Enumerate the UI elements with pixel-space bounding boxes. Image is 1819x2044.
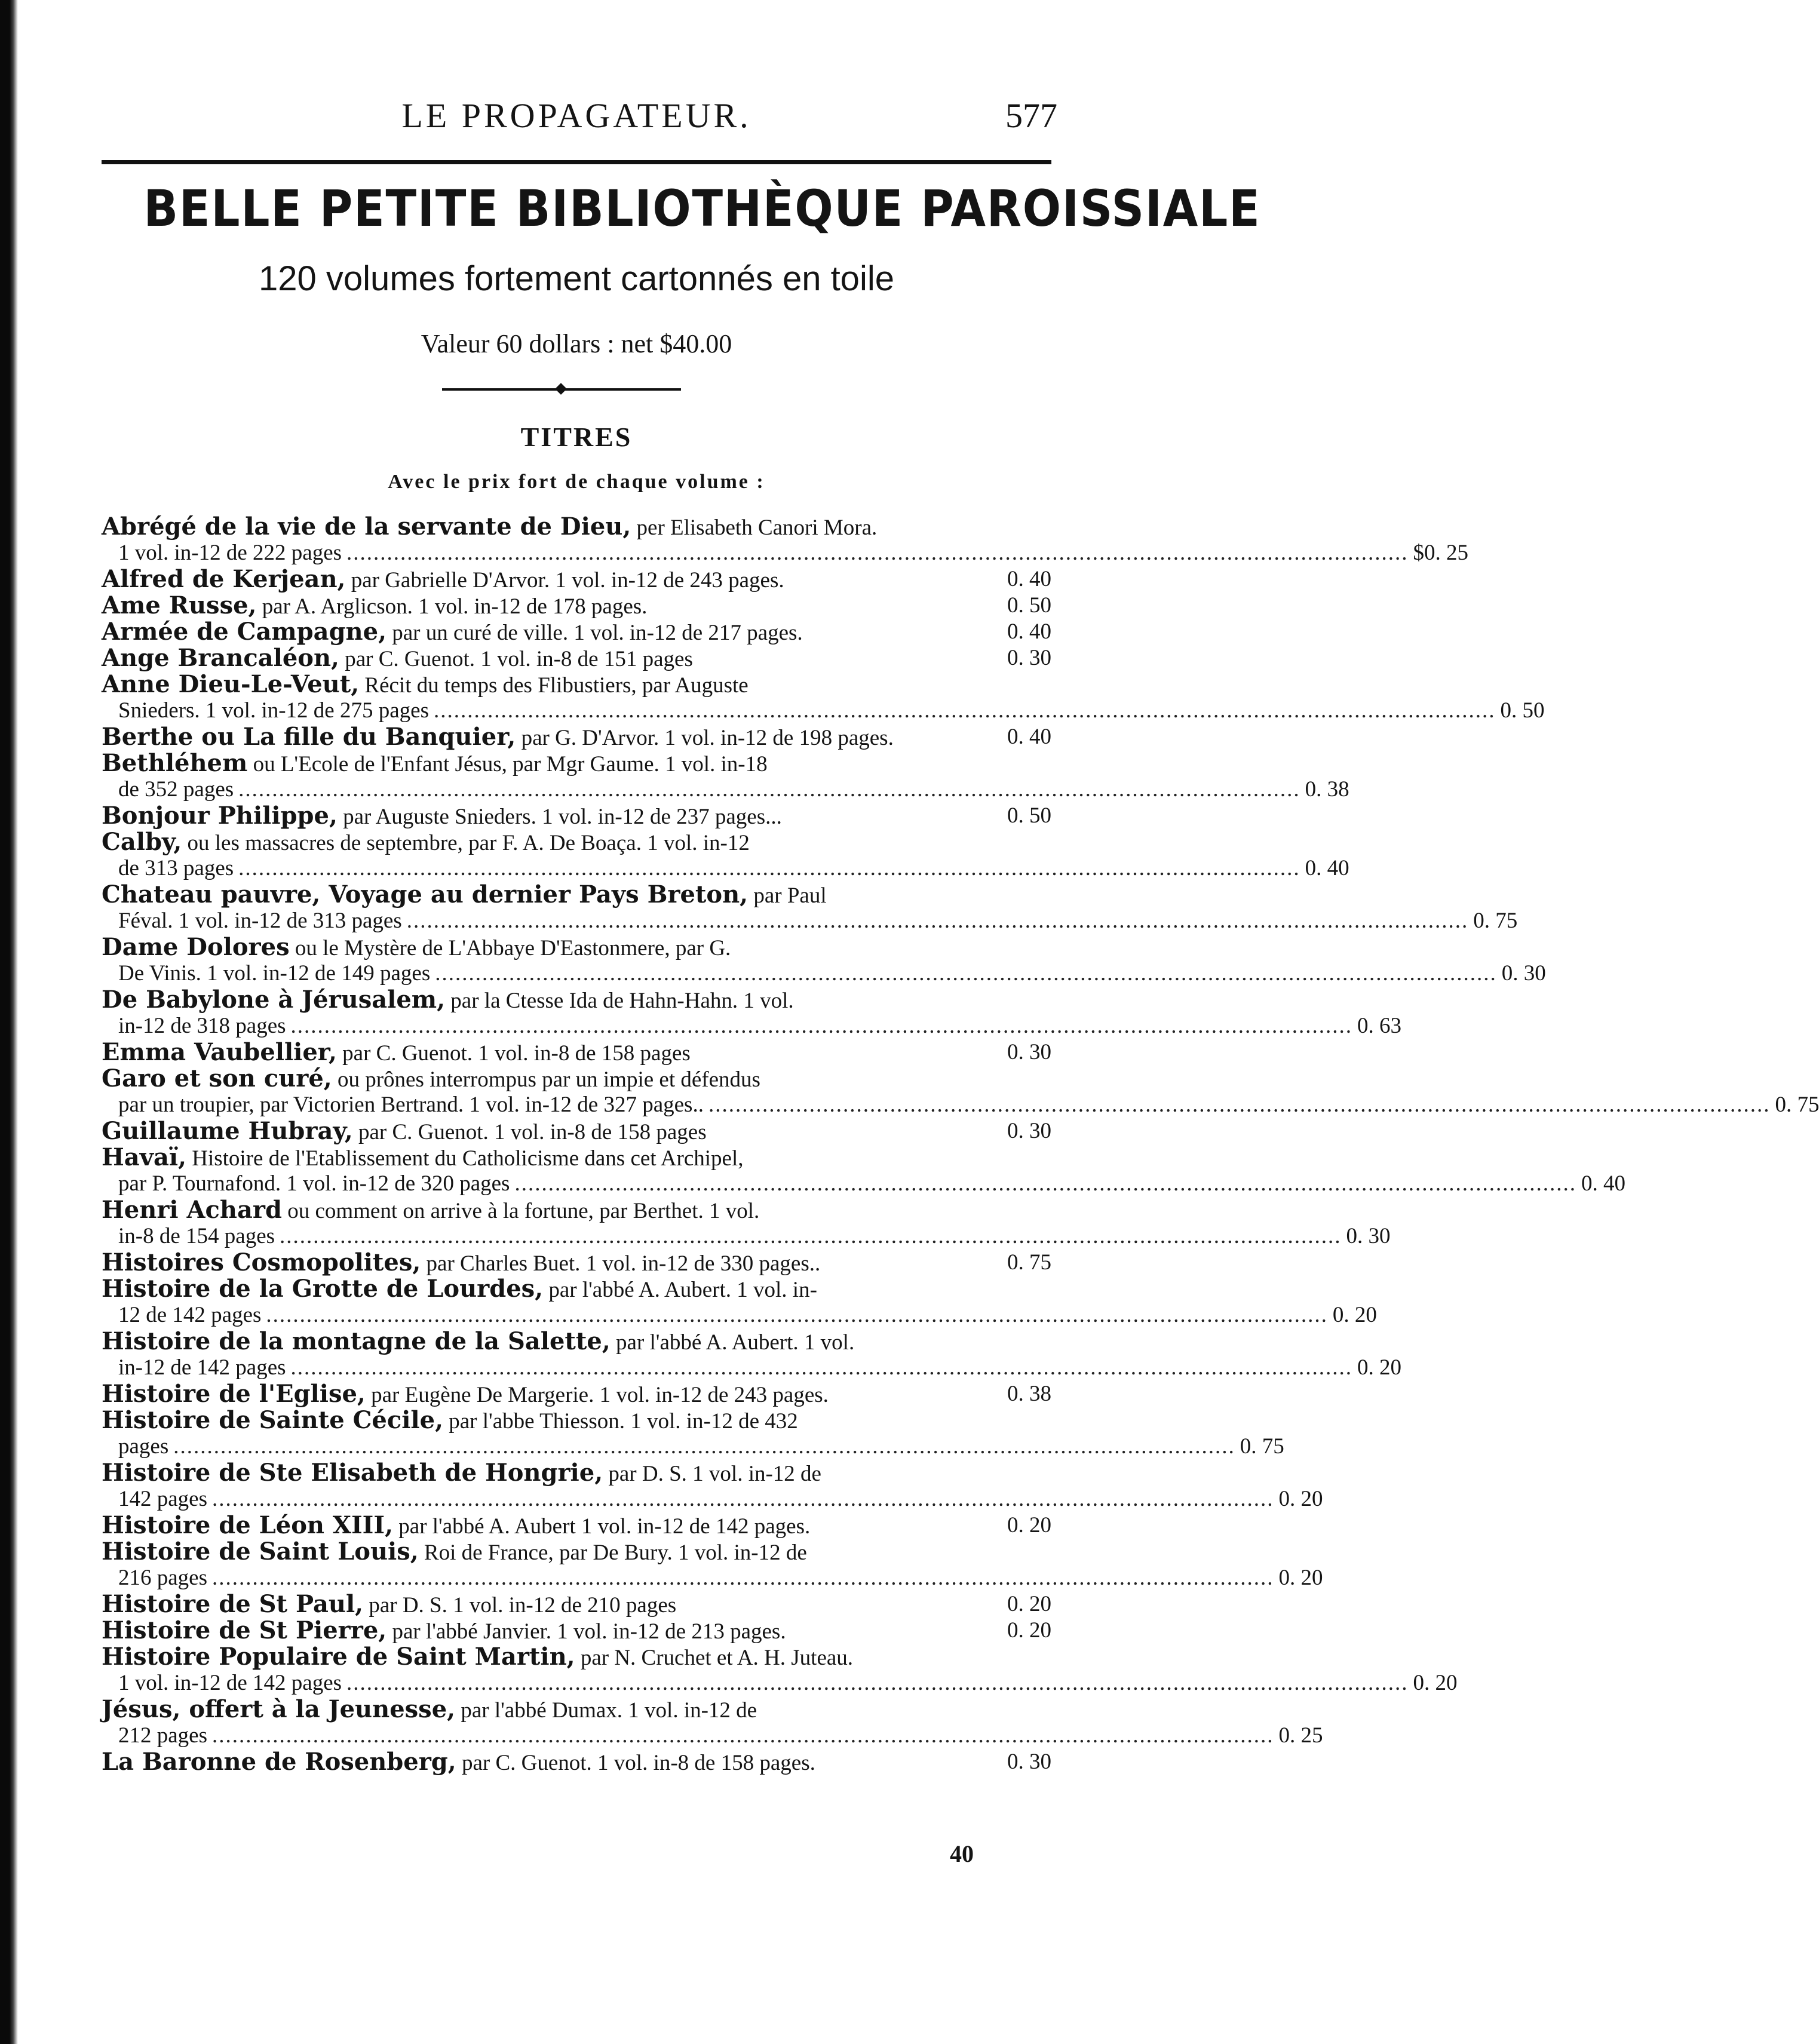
entry-text <box>102 671 1051 698</box>
entry-price: 0. 40 <box>1305 856 1349 880</box>
entry-title: Chateau pauvre, Voyage au dernier Pays Breton, <box>102 880 749 909</box>
list-item <box>102 1275 1377 1328</box>
entry-first-line <box>102 1407 1051 1434</box>
entry-description: par la Ctesse Ida de Hahn-Hahn. 1 vol. <box>445 989 794 1013</box>
list-item <box>102 1196 1391 1250</box>
dot-leader: .............................................................................................................................................................. <box>212 1566 1274 1590</box>
entry-description: par l'abbé A. Aubert 1 vol. in-12 de 142 pages. <box>393 1514 811 1539</box>
entry-continuation: 1 vol. in-12 de 222 pages <box>118 541 342 565</box>
entry-text <box>102 724 992 750</box>
entry-text <box>102 645 992 671</box>
dot-leader: .............................................................................................................................................................. <box>708 1092 1771 1117</box>
entry-price: 0. 50 <box>1007 803 1051 828</box>
ornament-diamond-icon <box>555 383 567 395</box>
entry-continuation-line <box>102 1302 1377 1328</box>
entry-continuation: in-12 de 318 pages <box>118 1014 286 1038</box>
entry-price: 0. 50 <box>1007 593 1051 618</box>
entry-first-line <box>102 750 1051 777</box>
entry-continuation: par P. Tournafond. 1 vol. in-12 de 320 pages <box>118 1171 510 1196</box>
entry-first-line <box>102 593 1051 619</box>
entry-title: De Babylone à Jérusalem, <box>102 986 446 1014</box>
entry-price: 0. 75 <box>1240 1434 1284 1459</box>
entry-continuation: in-8 de 154 pages <box>118 1224 275 1248</box>
entry-price: 0. 75 <box>1775 1092 1819 1117</box>
entry-continuation-line <box>102 1565 1323 1591</box>
entry-price: 0. 75 <box>1007 1250 1051 1275</box>
entry-description: par l'abbe Thiesson. 1 vol. in-12 de 432 <box>443 1409 798 1434</box>
entry-text <box>102 1250 992 1276</box>
running-header <box>96 90 1057 137</box>
entry-continuation-line <box>102 1355 1402 1381</box>
entry-title: Histoire de Sainte Cécile, <box>102 1406 443 1434</box>
entry-text <box>102 1618 992 1644</box>
entry-first-line <box>102 1250 1051 1276</box>
entry-price: 0. 25 <box>1278 1723 1323 1748</box>
entry-price: 0. 20 <box>1332 1303 1377 1327</box>
entry-first-line <box>102 1328 1051 1355</box>
entry-price: 0. 20 <box>1278 1487 1323 1511</box>
entry-description: par l'abbé Dumax. 1 vol. in-12 de <box>455 1698 757 1723</box>
entry-continuation: par un troupier, par Victorien Bertrand. 1 vol. in-12 de 327 pages.. <box>118 1092 704 1117</box>
entry-first-line <box>102 987 1051 1013</box>
entry-continuation: Snieders. 1 vol. in-12 de 275 pages <box>118 698 429 723</box>
entry-title: Histoire de Ste Elisabeth de Hongrie, <box>102 1459 603 1487</box>
list-item <box>102 1749 1051 1775</box>
running-title: LE PROPAGATEUR. <box>401 96 751 135</box>
entry-title: Histoire de Léon XIII, <box>102 1511 394 1539</box>
entry-first-line <box>102 1144 1051 1171</box>
entry-price: 0. 38 <box>1007 1382 1051 1406</box>
entry-title: Garo et son curé, <box>102 1064 332 1092</box>
entry-continuation-line <box>102 1486 1323 1512</box>
advert-price-line: Valeur 60 dollars : net $40.00 <box>421 329 732 358</box>
dot-leader: .............................................................................................................................................................. <box>290 1014 1353 1038</box>
entry-description: par Gabrielle D'Arvor. 1 vol. in-12 de 243 pages. <box>345 568 784 593</box>
entry-first-line <box>102 1591 1051 1618</box>
entry-description: par D. S. 1 vol. in-12 de 210 pages <box>363 1593 677 1618</box>
entry-title: Henri Achard <box>102 1196 282 1224</box>
entry-text <box>102 1381 992 1407</box>
list-item <box>102 803 1051 829</box>
entry-first-line <box>102 1618 1051 1644</box>
entry-continuation-line <box>102 908 1518 934</box>
list-item <box>102 1459 1323 1512</box>
entry-description: ou le Mystère de L'Abbaye D'Eastonmere, par G. <box>289 936 731 960</box>
entry-price: 0. 30 <box>1346 1224 1391 1248</box>
list-item <box>102 1250 1051 1276</box>
entry-price: 0. 20 <box>1413 1671 1458 1695</box>
entry-description: par Paul <box>748 883 827 908</box>
entry-text <box>102 1276 1051 1302</box>
entry-continuation-line <box>102 1434 1284 1460</box>
list-item <box>102 1118 1051 1144</box>
entry-continuation: 212 pages <box>118 1723 207 1748</box>
entry-first-line <box>102 1460 1051 1486</box>
list-item <box>102 1039 1051 1066</box>
entry-continuation-line <box>102 1171 1625 1197</box>
entry-title: Histoire de St Paul, <box>102 1590 364 1618</box>
entry-price: 0. 40 <box>1007 725 1051 749</box>
dot-leader: .............................................................................................................................................................. <box>433 698 1496 723</box>
entry-text <box>102 987 1051 1013</box>
entry-first-line <box>102 619 1051 645</box>
entry-price: 0. 30 <box>1007 1040 1051 1064</box>
entry-first-line <box>102 829 1051 855</box>
entry-first-line <box>102 803 1051 829</box>
entry-description: par C. Guenot. 1 vol. in-8 de 151 pages <box>339 647 693 671</box>
entry-description: par C. Guenot. 1 vol. in-8 de 158 pages. <box>456 1751 815 1775</box>
entry-title: Histoire Populaire de Saint Martin, <box>102 1643 575 1671</box>
list-item <box>102 724 1051 750</box>
list-item <box>102 880 1518 934</box>
entry-title: La Baronne de Rosenberg, <box>102 1748 456 1776</box>
entry-title: Calby, <box>102 828 182 856</box>
entry-title: Dame Dolores <box>102 933 290 961</box>
entry-price: 0. 20 <box>1278 1566 1323 1590</box>
list-item <box>102 986 1402 1039</box>
title-list <box>102 512 1819 1776</box>
entry-continuation: 1 vol. in-12 de 142 pages <box>118 1671 342 1695</box>
entry-text <box>102 1407 1051 1434</box>
entry-price: $0. 25 <box>1413 541 1469 565</box>
entry-first-line <box>102 1118 1051 1144</box>
entry-text <box>102 882 1051 908</box>
list-item <box>102 749 1349 803</box>
entry-continuation: pages <box>118 1434 169 1459</box>
entry-title: Anne Dieu-Le-Veut, <box>102 670 360 698</box>
entry-description: ou comment on arrive à la fortune, par Berthet. 1 vol. <box>281 1199 760 1223</box>
entry-continuation-line <box>102 698 1545 724</box>
dot-leader: .............................................................................................................................................................. <box>346 1671 1409 1695</box>
entry-price: 0. 75 <box>1473 909 1518 933</box>
entry-description: par D. S. 1 vol. in-12 de <box>603 1462 821 1486</box>
entry-description: par G. D'Arvor. 1 vol. in-12 de 198 pages. <box>516 726 894 750</box>
list-item <box>102 828 1349 882</box>
entry-first-line <box>102 1276 1051 1302</box>
entry-text <box>102 934 1051 960</box>
entry-description: Histoire de l'Etablissement du Catholicisme dans cet Archipel, <box>186 1146 744 1171</box>
entry-first-line <box>102 1696 1051 1723</box>
entry-text <box>102 593 992 619</box>
entry-continuation-line <box>102 1670 1458 1696</box>
entry-price: 0. 40 <box>1007 619 1051 644</box>
entry-first-line <box>102 882 1051 908</box>
advert-subtitle: 120 volumes fortement cartonnés en toile <box>259 259 894 298</box>
entry-continuation-line <box>102 855 1349 882</box>
list-item <box>102 1143 1625 1197</box>
list-item <box>102 512 1469 566</box>
entry-text <box>102 566 992 593</box>
dot-leader: .............................................................................................................................................................. <box>514 1171 1576 1196</box>
entry-description: par l'abbé A. Aubert. 1 vol. in- <box>543 1278 817 1302</box>
entry-first-line <box>102 934 1051 960</box>
entry-title: Histoire de Saint Louis, <box>102 1537 419 1566</box>
entry-description: par l'abbé Janvier. 1 vol. in-12 de 213 pages. <box>387 1619 786 1644</box>
entry-price: 0. 20 <box>1007 1592 1051 1616</box>
list-item <box>102 1064 1819 1118</box>
entry-text <box>102 1460 1051 1486</box>
entry-description: Récit du temps des Flibustiers, par Auguste <box>359 673 749 698</box>
entry-title: Ange Brancaléon, <box>102 644 339 672</box>
entry-continuation-line <box>102 960 1546 987</box>
entry-continuation: 216 pages <box>118 1566 207 1590</box>
entry-title: Alfred de Kerjean, <box>102 565 346 593</box>
entry-title: Histoire de la Grotte de Lourdes, <box>102 1275 544 1303</box>
entry-description: par Eugène De Margerie. 1 vol. in-12 de 243 pages. <box>365 1383 829 1407</box>
entry-price: 0. 20 <box>1357 1355 1402 1380</box>
entry-description: par C. Guenot. 1 vol. in-8 de 158 pages <box>352 1120 707 1144</box>
entry-description: par l'abbé A. Aubert. 1 vol. <box>610 1330 855 1355</box>
entry-first-line <box>102 1381 1051 1407</box>
list-item <box>102 1591 1051 1618</box>
entry-title: Armée de Campagne, <box>102 618 387 646</box>
dot-leader: .............................................................................................................................................................. <box>238 856 1300 880</box>
dot-leader: .............................................................................................................................................................. <box>346 541 1409 565</box>
entry-first-line <box>102 1749 1051 1775</box>
entry-text <box>102 1696 1051 1723</box>
entry-continuation-line <box>102 540 1469 566</box>
entry-price: 0. 30 <box>1501 961 1546 986</box>
dot-leader: .............................................................................................................................................................. <box>290 1355 1353 1380</box>
entry-text <box>102 1512 992 1539</box>
dot-leader: .............................................................................................................................................................. <box>266 1303 1328 1327</box>
entry-price: 0. 30 <box>1007 1119 1051 1143</box>
entry-first-line <box>102 645 1051 671</box>
entry-title: Havaï, <box>102 1143 186 1171</box>
entry-description: ou L'Ecole de l'Enfant Jésus, par Mgr Gaume. 1 vol. in-18 <box>247 752 768 777</box>
entry-continuation-line <box>102 777 1349 803</box>
entry-description: par un curé de ville. 1 vol. in-12 de 217 pages. <box>387 621 803 645</box>
entry-text <box>102 750 1051 777</box>
entry-price: 0. 40 <box>1581 1171 1625 1196</box>
book-spine-edge <box>0 0 18 2044</box>
entry-title: Emma Vaubellier, <box>102 1038 337 1066</box>
dot-leader: .............................................................................................................................................................. <box>280 1224 1342 1248</box>
list-item <box>102 645 1051 671</box>
entry-title: Bethléhem <box>102 749 248 777</box>
entry-first-line <box>102 1512 1051 1539</box>
list-item <box>102 670 1545 724</box>
entry-continuation-line <box>102 1013 1402 1039</box>
entry-text <box>102 1328 1051 1355</box>
entry-description: par Auguste Snieders. 1 vol. in-12 de 237 pages... <box>337 805 782 829</box>
entry-continuation: Féval. 1 vol. in-12 de 313 pages <box>118 909 402 933</box>
entry-first-line <box>102 1644 1051 1670</box>
entry-continuation-line <box>102 1223 1391 1250</box>
entry-title: Ame Russe, <box>102 591 257 619</box>
entry-title: Guillaume Hubray, <box>102 1117 353 1145</box>
list-item <box>102 933 1546 987</box>
entry-price: 0. 30 <box>1007 646 1051 670</box>
entry-continuation: in-12 de 142 pages <box>118 1355 286 1380</box>
entry-description: per Elisabeth Canori Mora. <box>631 515 878 540</box>
entry-first-line <box>102 1066 1051 1092</box>
list-item <box>102 1406 1284 1460</box>
section-note: Avec le prix fort de chaque volume : <box>388 471 765 493</box>
entry-title: Bonjour Philippe, <box>102 802 338 830</box>
entry-continuation: de 352 pages <box>118 777 234 802</box>
entry-text <box>102 1039 992 1066</box>
entry-continuation: 12 de 142 pages <box>118 1303 262 1327</box>
entry-title: Histoire de St Pierre, <box>102 1616 387 1644</box>
list-item <box>102 1695 1323 1749</box>
dot-leader: .............................................................................................................................................................. <box>406 909 1469 933</box>
entry-first-line <box>102 671 1051 698</box>
dot-leader: .............................................................................................................................................................. <box>212 1723 1274 1748</box>
entry-price: 0. 20 <box>1007 1618 1051 1643</box>
entry-description: par Charles Buet. 1 vol. in-12 de 330 pages.. <box>421 1251 821 1276</box>
advert-title: BELLE PETITE BIBLIOTHÈQUE PAROISSIALE <box>143 179 1261 238</box>
entry-text <box>102 1066 1051 1092</box>
list-item <box>102 1381 1051 1407</box>
entry-description: par C. Guenot. 1 vol. in-8 de 158 pages <box>336 1041 691 1066</box>
section-title: TITRES <box>520 422 633 452</box>
entry-description: par A. Arglicson. 1 vol. in-12 de 178 pages. <box>256 594 648 619</box>
entry-first-line <box>102 1039 1051 1066</box>
entry-description: ou prônes interrompus par un impie et défendus <box>332 1067 760 1092</box>
entry-text <box>102 1749 992 1775</box>
entry-text <box>102 829 1051 855</box>
entry-price: 0. 38 <box>1305 777 1349 802</box>
entry-description: ou les massacres de septembre, par F. A. De Boaça. 1 vol. in-12 <box>182 831 750 855</box>
entry-text <box>102 803 992 829</box>
entry-text <box>102 619 992 645</box>
entry-text <box>102 1644 1051 1670</box>
entry-first-line <box>102 1539 1051 1565</box>
entry-continuation: De Vinis. 1 vol. in-12 de 149 pages <box>118 961 431 986</box>
entry-continuation: de 313 pages <box>118 856 234 880</box>
entry-description: Roi de France, par De Bury. 1 vol. in-12 de <box>418 1540 807 1565</box>
dot-leader: .............................................................................................................................................................. <box>435 961 1497 986</box>
entry-text <box>102 514 1051 540</box>
header-rule <box>102 160 1051 164</box>
entry-text <box>102 1591 992 1618</box>
entry-title: Abrégé de la vie de la servante de Dieu, <box>102 512 631 541</box>
dot-leader: .............................................................................................................................................................. <box>173 1434 1235 1459</box>
list-item <box>102 566 1051 593</box>
list-item <box>102 1537 1323 1591</box>
entry-first-line <box>102 724 1051 750</box>
entry-first-line <box>102 566 1051 593</box>
entry-price: 0. 30 <box>1007 1750 1051 1774</box>
entry-title: Histoire de la montagne de la Salette, <box>102 1327 611 1355</box>
entry-price: 0. 40 <box>1007 567 1051 591</box>
list-item <box>102 619 1051 645</box>
list-item <box>102 1643 1458 1696</box>
entry-text <box>102 1118 992 1144</box>
entry-title: Histoire de l'Eglise, <box>102 1380 366 1408</box>
dot-leader: .............................................................................................................................................................. <box>238 777 1300 802</box>
entry-title: Berthe ou La fille du Banquier, <box>102 723 516 751</box>
entry-continuation-line <box>102 1723 1323 1749</box>
entry-title: Histoires Cosmopolites, <box>102 1248 421 1276</box>
list-item <box>102 1618 1051 1644</box>
entry-continuation-line <box>102 1092 1819 1118</box>
entry-text <box>102 1144 1051 1171</box>
page <box>96 0 1819 2044</box>
entry-first-line <box>102 1197 1051 1223</box>
entry-description: par N. Cruchet et A. H. Juteau. <box>575 1646 854 1670</box>
entry-title: Jésus, offert à la Jeunesse, <box>102 1695 456 1723</box>
list-item <box>102 1512 1051 1539</box>
entry-continuation: 142 pages <box>118 1487 207 1511</box>
entry-price: 0. 50 <box>1500 698 1545 723</box>
dot-leader: .............................................................................................................................................................. <box>212 1487 1274 1511</box>
list-item <box>102 593 1051 619</box>
entry-text <box>102 1539 1051 1565</box>
list-item <box>102 1327 1402 1381</box>
entry-text <box>102 1197 1051 1223</box>
entry-first-line <box>102 514 1051 540</box>
entry-price: 0. 63 <box>1357 1014 1402 1038</box>
signature-mark: 40 <box>950 1840 974 1867</box>
entry-price: 0. 20 <box>1007 1513 1051 1537</box>
page-number: 577 <box>1005 96 1057 135</box>
